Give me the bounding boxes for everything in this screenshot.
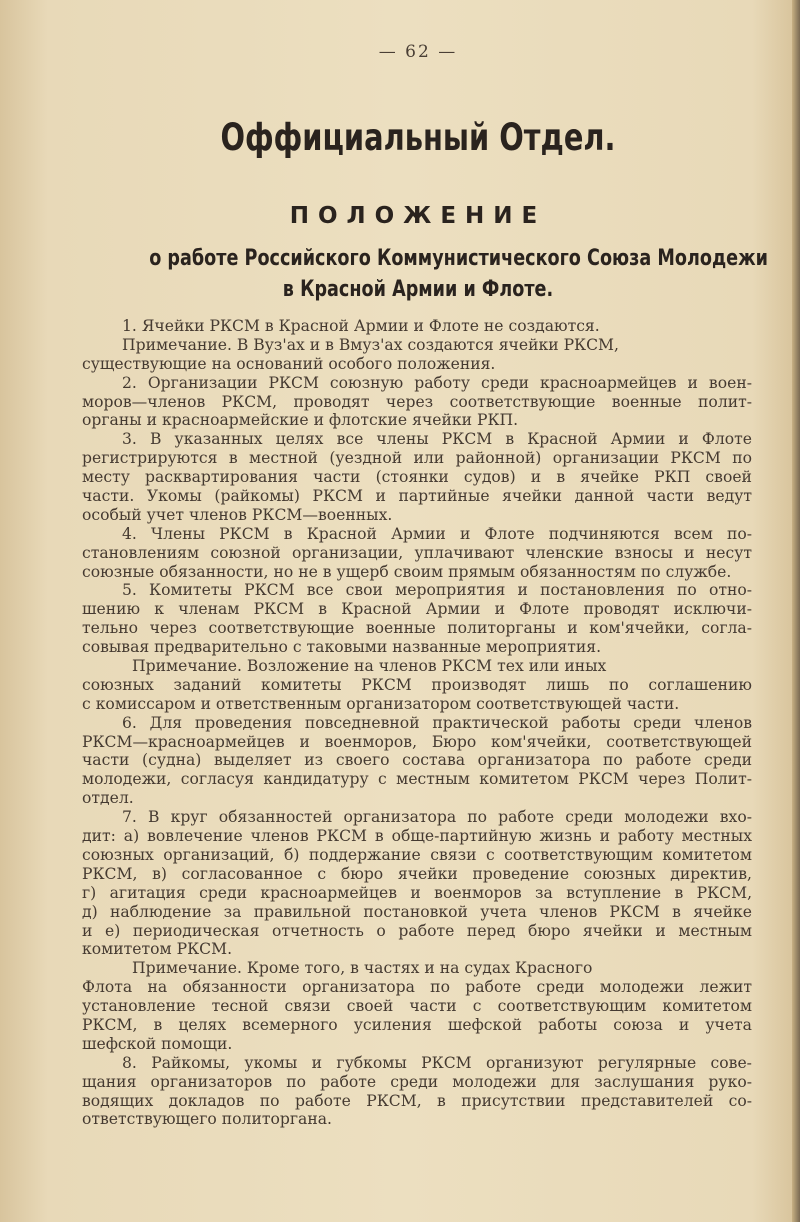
paragraph bbox=[82, 714, 754, 808]
text-line: союзных организаций, б) поддержание связи с соответствующим комитетом bbox=[82, 845, 752, 864]
text-line: тельно через соответствующие военные политорганы и ком'ячейки, согла- bbox=[82, 619, 752, 638]
text-line: дит: а) вовлечение членов РКСМ в обще-партийную жизнь и работу местных bbox=[82, 827, 752, 846]
paragraph bbox=[82, 1054, 754, 1130]
text-line: 2. Организации РКСМ союзную работу среди красноармейцев и воен- bbox=[122, 373, 752, 392]
text-line: становлениям союзной организации, уплачивают членские взносы и несут bbox=[82, 543, 752, 562]
paragraph bbox=[82, 336, 754, 374]
paragraph bbox=[82, 808, 754, 959]
text-line: РКСМ, в целях всемерного усиления шефской работы союза и учета bbox=[82, 1015, 752, 1034]
text-line: РКСМ—красноармейцев и военморов, Бюро ком'ячейки, соответствующей bbox=[82, 732, 752, 751]
text-line: с комиссаром и ответственным организатором соответствующей части. bbox=[82, 694, 680, 713]
text-line: союзных заданий комитеты РКСМ производят лишь по соглашению bbox=[82, 675, 752, 694]
text-line: Примечание. В Вуз'ах и в Вмуз'ах создаются ячейки РКСМ, bbox=[122, 335, 619, 354]
text-line: 1. Ячейки РКСМ в Красной Армии и Флоте не создаются. bbox=[122, 317, 600, 335]
text-line: 5. Комитеты РКСМ все свои мероприятия и постановления по отно- bbox=[122, 581, 753, 600]
document-subtitle bbox=[149, 243, 768, 305]
text-line: 8. Райкомы, укомы и губкомы РКСМ организуют регулярные сове- bbox=[122, 1053, 752, 1072]
text-line: молодежи, согласуя кандидатуру с местным комитетом РКСМ через Полит- bbox=[82, 770, 752, 789]
page-number: — 62 — bbox=[378, 42, 458, 62]
text-line: 6. Для проведения повседневной практической работы среди членов bbox=[122, 713, 753, 732]
text-line: Флота на обязанности организатора по работе среди молодежи лежит bbox=[82, 978, 752, 997]
text-line: моров—членов РКСМ, проводят через соответствующие военные полит- bbox=[82, 392, 753, 411]
paragraph bbox=[82, 374, 754, 431]
text-line: комитетом РКСМ. bbox=[82, 940, 233, 959]
paragraph bbox=[82, 959, 754, 1053]
paragraph bbox=[82, 657, 754, 714]
text-line: РКСМ, в) согласованное с бюро ячейки проведение союзных директив, bbox=[82, 864, 752, 883]
document-title: ПОЛОЖЕНИЕ bbox=[289, 203, 547, 229]
text-line: особый учет членов РКСМ—военных. bbox=[82, 505, 393, 524]
text-line: шефской помощи. bbox=[82, 1034, 233, 1053]
subtitle-line: в Красной Армии и Флоте. bbox=[282, 277, 554, 302]
section-title: Оффициальный Отдел. bbox=[220, 116, 616, 159]
text-line: месту расквартирования части (стоянки судов) и в ячейке РКП своей bbox=[82, 468, 752, 487]
paragraph bbox=[82, 581, 754, 657]
text-line: регистрируются в местной (уездной или районной) организации РКСМ по bbox=[82, 449, 753, 468]
text-line: и е) периодическая отчетность о работе перед бюро ячейки и местным bbox=[82, 921, 753, 940]
paragraph bbox=[82, 430, 754, 524]
text-line: совывая предварительно с таковыми названные мероприятия. bbox=[82, 638, 602, 657]
document-body bbox=[82, 317, 754, 1129]
text-line: части. Укомы (райкомы) РКСМ и партийные ячейки данной части ведут bbox=[82, 487, 752, 506]
text-line: Примечание. Кроме того, в частях и на судах Красного bbox=[132, 959, 593, 978]
text-line: 3. В указанных целях все члены РКСМ в Красной Армии и Флоте bbox=[122, 430, 752, 449]
text-line: части (судна) выделяет из своего состава организатора по работе среди bbox=[82, 751, 752, 770]
text-line: существующие на оснований особого положения. bbox=[82, 354, 496, 373]
text-line: установление тесной связи своей части с соответствующим комитетом bbox=[82, 997, 752, 1016]
text-line: органы и красноармейские и флотские ячейки РКП. bbox=[82, 411, 519, 430]
text-line: ответствующего политоргана. bbox=[82, 1110, 332, 1129]
text-line: г) агитация среди красноармейцев и военморов за вступление в РКСМ, bbox=[82, 883, 753, 902]
paragraph bbox=[82, 525, 754, 582]
text-line: союзные обязанности, но не в ущерб своим прямым обязанностям по службе. bbox=[82, 562, 732, 581]
text-line: д) наблюдение за правильной постановкой учета членов РКСМ в ячейке bbox=[82, 902, 752, 921]
text-line: Примечание. Возложение на членов РКСМ тех или иных bbox=[132, 657, 607, 676]
text-line: шению к членам РКСМ в Красной Армии и Флоте проводят исключи- bbox=[82, 600, 752, 619]
text-line: отдел. bbox=[82, 789, 134, 808]
subtitle-line: о работе Российского Коммунистического Союза Молодежи bbox=[149, 246, 768, 271]
text-line: щания организаторов по работе среди молодежи для заслушания руко- bbox=[82, 1072, 752, 1091]
text-line: 4. Члены РКСМ в Красной Армии и Флоте подчиняются всем по- bbox=[122, 524, 753, 543]
page-edge bbox=[792, 0, 800, 1222]
text-line: водящих докладов по работе РКСМ, в присутствии представителей со- bbox=[82, 1091, 753, 1110]
paragraph bbox=[82, 317, 754, 336]
text-line: 7. В круг обязанностей организатора по работе среди молодежи вхо- bbox=[122, 808, 752, 827]
